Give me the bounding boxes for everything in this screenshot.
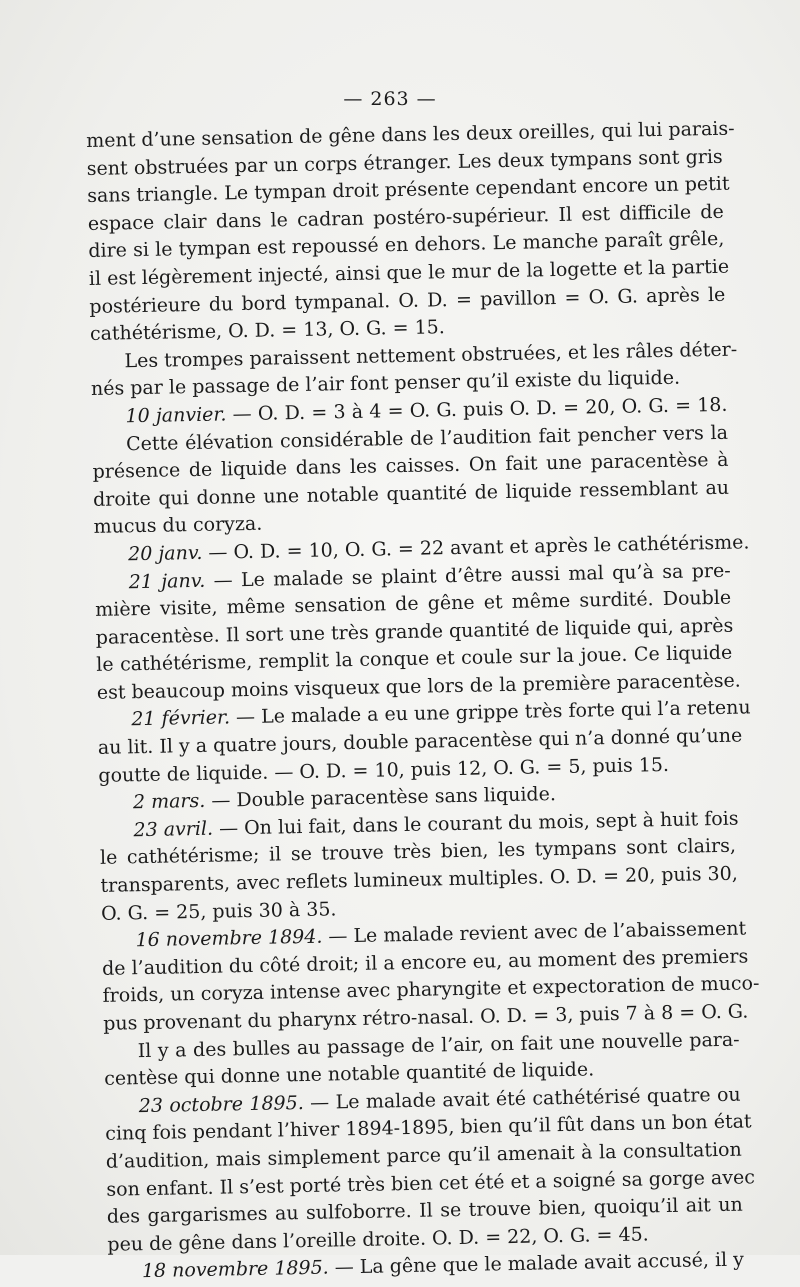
- entry-date: 10 janvier.: [125, 403, 227, 428]
- line-text: — Le malade se plaint d’être aussi mal qu’à sa pre-: [205, 559, 731, 592]
- line-text: mière visite, même sensation de gêne et même surdité. Double: [95, 586, 732, 622]
- line-text: sans triangle. Le tympan droit présente cependant encore un petit: [87, 172, 730, 208]
- line-text: Il y a des bulles au passage de l’air, on fait une nouvelle para-: [137, 1028, 740, 1062]
- line-text: de l’audition du côté droit; il a encore eu, au moment des premiers: [101, 945, 749, 980]
- line-text: goutte de liquide. — O. D. = 10, puis 12, O. G. = 5, puis 15.: [98, 753, 670, 787]
- line-text: espace clair dans le cadran postéro-supérieur. Il est difficile de: [87, 200, 724, 235]
- line-text: froids, un coryza intense avec pharyngite et expectoration de muco-: [102, 972, 760, 1008]
- entry-date: 21 février.: [131, 706, 231, 731]
- line-text: cathétérisme, O. D. = 13, O. G. = 15.: [89, 316, 446, 346]
- line-text: postérieure du bord tympanal. O. D. = pavillon = O. G. après le: [89, 283, 726, 318]
- line-text: cinq fois pendant l’hiver 1894-1895, bien qu’il fût dans un bon état: [105, 1110, 752, 1146]
- line-text: — Le malade avait été cathétérisé quatre ou: [303, 1083, 741, 1114]
- line-text: sent obstruées par un corps étranger. Les deux tympans sont gris: [86, 145, 723, 180]
- line-text: des gargarismes au sulfoborre. Il se trouve bien, quoiqu’il ait un: [106, 1193, 744, 1228]
- line-text: ment d’une sensation de gêne dans les deux oreilles, qui lui parais-: [86, 117, 735, 152]
- line-text: Cette élévation considérable de l’audition fait pencher vers la: [125, 421, 729, 455]
- line-text: dire si le tympan est repoussé en dehors. Le manche paraît grêle,: [88, 228, 725, 263]
- entry-date: 23 octobre 1895.: [138, 1091, 304, 1117]
- entry-date: 21 janv.: [128, 569, 206, 593]
- line-text: — Le malade revient avec de l’abaissement: [322, 917, 747, 948]
- entry-date: 2 mars.: [132, 790, 206, 814]
- line-text: O. G. = 25, puis 30 à 35.: [100, 897, 337, 925]
- line-text: il est légèrement injecté, ainsi que le mur de la logette et la partie: [88, 255, 730, 290]
- line-text: son enfant. Il s’est porté très bien cet été et a soigné sa gorge avec: [106, 1165, 756, 1201]
- line-text: droite qui donne une notable quantité de liquide ressemblant au: [92, 476, 730, 511]
- line-text: transparents, avec reflets lumineux multiples. O. D. = 20, puis 30,: [100, 862, 738, 897]
- line-text: d’audition, mais simplement parce qu’il amenait à la consultation: [105, 1138, 742, 1173]
- line-text: — Double paracentèse sans liquide.: [205, 783, 557, 813]
- body-text: [86, 116, 760, 1287]
- line-text: — O. D. = 3 à 4 = O. G. puis O. D. = 20, O. G. = 18.: [226, 393, 728, 426]
- line-text: le cathétérisme; il se trouve très bien, les tympans sont clairs,: [99, 835, 737, 870]
- line-text: — On lui fait, dans le courant du mois, sept à huit fois: [212, 807, 739, 840]
- line-text: mucus du coryza.: [93, 513, 263, 539]
- page-number: — 263 —: [343, 88, 437, 110]
- line-text: pus provenant du pharynx rétro-nasal. O. D. = 3, puis 7 à 8 = O. G.: [102, 1000, 749, 1035]
- line-text: est beaucoup moins visqueux que lors de la première paracentèse.: [96, 669, 741, 704]
- entry-date: 18 novembre 1895.: [141, 1256, 329, 1283]
- line-text: centèse qui donne une notable quantité de liquide.: [104, 1058, 595, 1091]
- line-text: peu de gêne dans l’oreille droite. O. D. = 22, O. G. = 45.: [107, 1223, 649, 1256]
- line-text: présence de liquide dans les caisses. On fait une paracentèse à: [92, 448, 729, 484]
- line-text: le cathétérisme, remplit la conque et coule sur la joue. Ce liquide: [96, 641, 733, 677]
- line-text: nés par le passage de l’air font penser qu’il existe du liquide.: [90, 366, 681, 401]
- line-text: Les trompes paraissent nettement obstruées, et les râles déter-: [124, 338, 738, 373]
- entry-date: 20 janv.: [127, 541, 203, 566]
- line-text: — O. D. = 10, O. G. = 22 avant et après le cathétérisme.: [202, 531, 750, 564]
- line-text: — Le malade a eu une grippe très forte qui l’a retenu: [229, 696, 751, 729]
- line-text: au lit. Il y a quatre jours, double paracentèse qui n’a donné qu’une: [97, 724, 743, 759]
- line-text: — La gêne que le malade avait accusé, il y: [328, 1248, 745, 1279]
- line-text: paracentèse. Il sort une très grande quantité de liquide qui, après: [95, 614, 734, 649]
- entry-date: 23 avril.: [133, 817, 214, 842]
- entry-date: 16 novembre 1894.: [135, 925, 323, 952]
